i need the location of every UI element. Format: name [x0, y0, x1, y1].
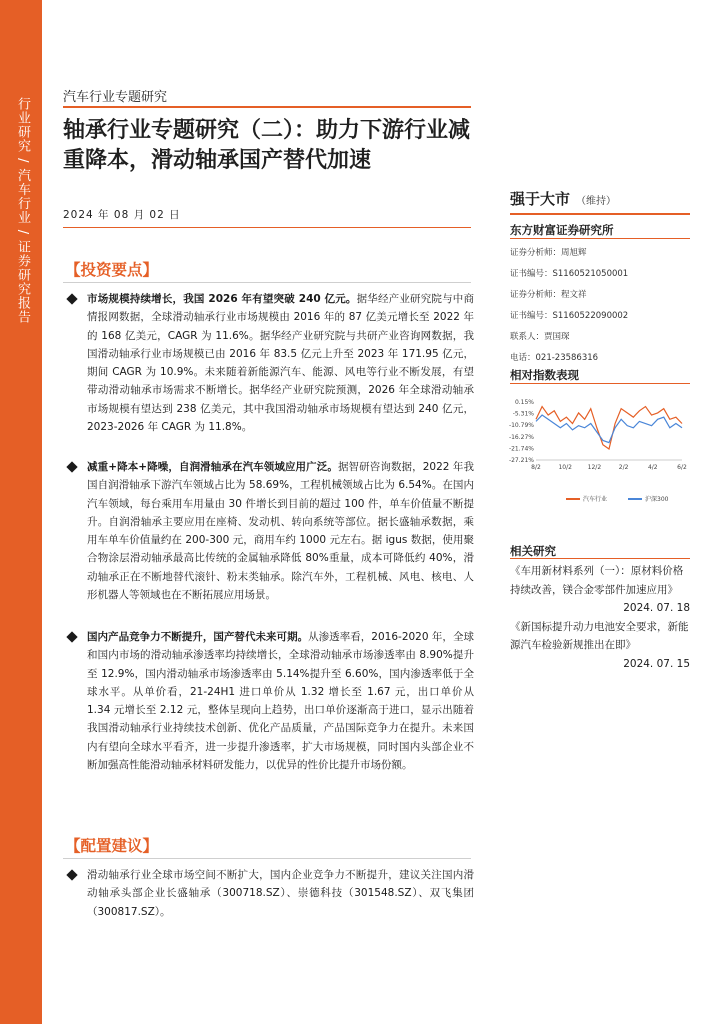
sidebar-band: [0, 0, 42, 1024]
bullet-body: 据智研咨询数据，2022 年我国自润滑轴承下游汽车领域占比为 58.69%，工程机械领域占比为 6.54%。在国内汽车领域，每台乘用车用量由 30 件增长到目前的超过 100 件，单车价值量不断提升。自润滑轴承主要应用在座椅、发动机、转向系统等部位。据长盛轴承数据，乘用车单车价值量约在 200-300 元，商用车约 1000 元左右。据 igus 数据，使用聚合物涂层滑动轴承最高比传统的金属轴承降低 80%重量，成本可降低约 40%，滑动轴承正在不断地替代滚针、粉末类轴承。除汽车外，工程机械、风电、核电、人形机器人等领域也在不断拓展应用场景。: [87, 461, 474, 602]
header-divider: [63, 106, 471, 108]
related-report-date: 2024. 07. 15: [623, 657, 690, 670]
analyst-info: [510, 243, 690, 369]
bullet-body: 据华经产业研究院与中商情报网数据，全球滑动轴承行业市场规模由 2016 年的 87 亿美元增长至 2022 年的 168 亿美元，CAGR 为 11.6%。据华经产业研究院与共研产业咨询网数据，我国滑动轴承行业市场规模已由 2016 年 83.5 亿元上升至 2023 年 171.95 亿元，期间 CAGR 为 10.9%。未来随着新能源汽车、能源、风电等行业不断发展，有望带动滑动轴承市场需求不断增长。据华经产业研究院预测，2026 年全球滑动轴承市场规模有望达到 238 亿美元，其中我国滑动轴承市场规模有望达到 240 亿元，2023-2026 年 CAGR 为 11.8%。: [87, 293, 474, 434]
y-tick-label: -16.27%: [508, 433, 534, 441]
section-divider: [63, 282, 471, 283]
x-tick-label: 8/2: [531, 464, 541, 471]
institute-divider: [510, 238, 690, 239]
institute-name: 东方财富证券研究所: [510, 223, 614, 237]
analyst-line: 联系人：贾国琛: [510, 332, 570, 342]
related-research-heading: 相关研究: [510, 544, 556, 558]
related-research-divider: [510, 558, 690, 559]
y-tick-label: -10.79%: [508, 422, 534, 430]
index-chart-heading: 相对指数表现: [510, 368, 579, 382]
relative-index-chart: [500, 390, 696, 510]
bullet-lead: 国内产品竞争力不断提升，国产替代未来可期。: [87, 631, 309, 643]
diamond-bullet-icon: [66, 461, 77, 472]
x-tick-label: 6/2: [677, 464, 687, 471]
bullet-text: [87, 458, 474, 604]
y-tick-label: 0.15%: [514, 399, 534, 406]
section-investment-heading: 【投资要点】: [65, 261, 159, 279]
chart-svg: [500, 390, 696, 510]
legend-label: 汽车行业: [583, 496, 608, 503]
analyst-line: 证书编号：S1160521050001: [510, 269, 629, 279]
series-line: [536, 415, 682, 443]
section-divider: [63, 858, 471, 859]
y-tick-label: -27.21%: [508, 457, 534, 464]
section-allocation-heading: 【配置建议】: [65, 837, 159, 855]
related-research-list: [510, 562, 690, 673]
report-title: 轴承行业专题研究（二）：助力下游行业减重降本，滑动轴承国产替代加速: [63, 118, 471, 173]
legend-label: 沪深300: [645, 496, 669, 503]
related-report-title[interactable]: 《车用新材料系列（一）：原材料价格持续改善，镁合金零部件加速应用》: [510, 565, 684, 596]
rating-note: （维持）: [576, 196, 617, 207]
x-tick-label: 2/2: [618, 464, 629, 471]
y-tick-label: -21.74%: [508, 445, 534, 453]
bullet-item: [68, 290, 474, 436]
related-report-date: 2024. 07. 18: [623, 602, 690, 614]
bullet-text: [87, 290, 474, 436]
diamond-bullet-icon: [66, 293, 77, 304]
rating-value: 强于大市: [510, 190, 571, 208]
rating: [510, 188, 616, 209]
bullet-item: [68, 628, 474, 774]
bullet-text: 滑动轴承行业全球市场空间不断扩大，国内企业竞争力不断提升，建议关注国内滑动轴承头部企业长盛轴承（300718.SZ）、崇德科技（301548.SZ）、双飞集团（300817.SZ）。: [87, 869, 474, 918]
rating-divider: [510, 213, 690, 215]
y-tick-label: -5.31%: [512, 410, 534, 418]
diamond-bullet-icon: [66, 631, 77, 642]
report-category: 汽车行业专题研究: [63, 90, 168, 105]
bullet-item: [68, 458, 474, 604]
x-tick-label: 10/2: [558, 464, 572, 471]
x-tick-label: 4/2: [647, 464, 658, 471]
related-report-title[interactable]: 《新国标提升动力电池安全要求，新能源汽车检验新规推出在即》: [510, 620, 689, 651]
date-divider: [63, 227, 471, 228]
index-chart-divider: [510, 383, 690, 384]
bullet-text: [87, 628, 474, 774]
sidebar-label: 行业研究 / 汽车行业 / 证券研究报告: [15, 97, 30, 325]
analyst-line: 电话：021-23586316: [510, 353, 599, 363]
analyst-line: 证券分析师：程文祥: [510, 290, 587, 300]
report-date: 2024 年 08 月 02 日: [63, 209, 181, 221]
bullet-body: 从渗透率看，2016-2020 年，全球和国内市场的滑动轴承渗透率均持续增长，全球滑动轴承市场渗透率由 8.90%提升至 12.9%，国内滑动轴承市场渗透率由 5.14%提升至 6.60%，国内渗透率低于全球水平。从单价看，21-24H1 进口单价从 1.32 增长至 1.67 元，出口单价从 1.34 元增长至 2.12 元，整体呈现向上趋势，出口单价逐渐高于进口，显示出随着我国滑动轴承行业持续技术创新、优化产品质量，产品国际竞争力在提升。未来国内有望向全球水平看齐，进一步提升渗透率，扩大市场规模，同时国内头部企业不断加强高性能滑动轴承材料研发能力，以优异的性价比提升市场份额。: [87, 631, 474, 772]
bullet-lead: 减重+降本+降噪，自润滑轴承在汽车领域应用广泛。: [87, 461, 338, 473]
analyst-line: 证书编号：S1160522090002: [510, 311, 629, 321]
bullet-item: [68, 866, 474, 921]
diamond-bullet-icon: [66, 869, 77, 880]
analyst-line: 证券分析师：周旭辉: [510, 248, 587, 258]
x-tick-label: 12/2: [587, 464, 602, 471]
bullet-lead: 市场规模持续增长，我国 2026 年有望突破 240 亿元。: [87, 293, 357, 305]
